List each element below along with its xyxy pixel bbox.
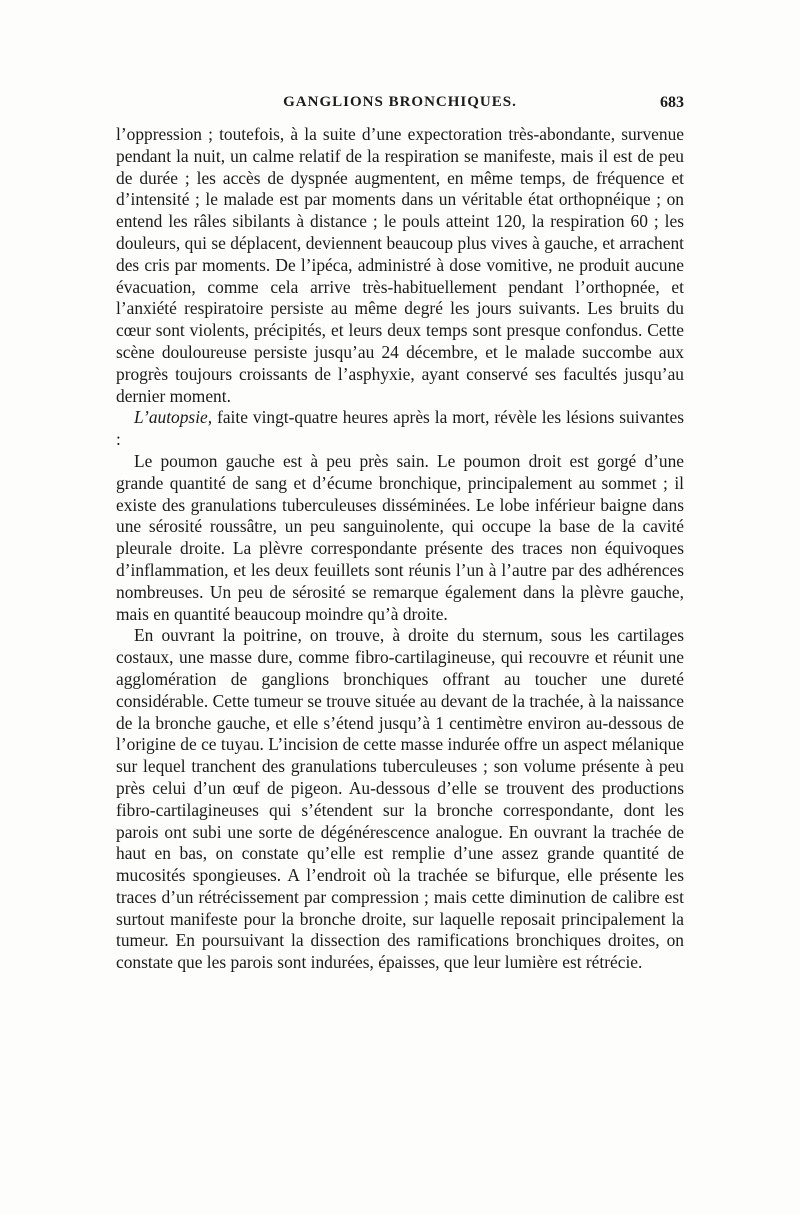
running-title: GANGLIONS BRONCHIQUES.	[283, 94, 517, 110]
running-header	[116, 94, 684, 118]
paragraph-clinical-course: l’oppression ; toutefois, à la suite d’une expectoration très-abondante, survenue pendant la nuit, un calme relatif de la respiration se manifeste, mais il est de peu de durée ; les accès de dyspnée augmentent, en même temps, de fréquence et d’intensité ; le malade est par moments dans un véritable état orthopnéique ; on entend les râles sibilants à distance ; le pouls atteint 120, la respiration 60 ; les douleurs, qui se déplacent, deviennent beaucoup plus vives à gauche, et arrachent des cris par moments. De l’ipéca, administré à dose vomitive, ne produit aucune évacuation, comme cela arrive très-habituellement pendant l’orthopnée, et l’anxiété respiratoire persiste au même degré les jours suivants. Les bruits du cœur sont violents, précipités, et leurs deux temps sont presque confondus. Cette scène douloureuse persiste jusqu’au 24 décembre, et le malade succombe aux progrès toujours croissants de l’asphyxie, ayant conservé ses facultés jusqu’au dernier moment.	[116, 124, 684, 406]
paragraph-bronchial-ganglions: En ouvrant la poitrine, on trouve, à droite du sternum, sous les cartilages costaux, une masse dure, comme fibro-cartilagineuse, qui recouvre et réunit une agglomération de ganglions bronchiques offrant au toucher une dureté considérable. Cette tumeur se trouve située au devant de la trachée, à la naissance de la bronche gauche, et elle s’étend jusqu’à 1 centimètre environ au-dessous de l’origine de ce tuyau. L’incision de cette masse indurée offre un aspect mélanique sur lequel tranchent des granulations tuberculeuses ; son volume présente à peu près celui d’un œuf de pigeon. Au-dessous d’elle se trouvent des productions fibro-cartilagineuses qui s’étendent sur la bronche correspondante, dont les parois ont subi une sorte de dégénérescence analogue. En ouvrant la trachée de haut en bas, on constate qu’elle est remplie d’une assez grande quantité de mucosités spongieuses. A l’endroit où la trachée se bifurque, elle présente les traces d’un rétrécissement par compression ; mais cette diminution de calibre est surtout manifeste pour la bronche droite, sur laquelle reposait principalement la tumeur. En poursuivant la dissection des ramifications bronchiques droites, on constate que les parois sont indurées, épaisses, que leur lumière est rétrécie.	[116, 625, 684, 973]
autopsy-intro-text: faite vingt-quatre heures après la mort, révèle les lésions suivantes :	[116, 407, 684, 450]
autopsy-italic-lead: L’autopsie,	[134, 407, 213, 428]
body-text	[116, 124, 684, 974]
page-number: 683	[660, 94, 684, 111]
paragraph-autopsy-intro	[116, 407, 684, 451]
paragraph-lungs: Le poumon gauche est à peu près sain. Le poumon droit est gorgé d’une grande quantité de sang et d’écume bronchique, principalement au sommet ; il existe des granulations tuberculeuses disséminées. Le lobe inférieur baigne dans une sérosité roussâtre, un peu sanguinolente, qui occupe la base de la cavité pleurale droite. La plèvre correspondante présente des traces non équivoques d’inflammation, et les deux feuillets sont réunis l’un à l’autre par des adhérences nombreuses. Un peu de sérosité se remarque également dans la plèvre gauche, mais en quantité beaucoup moindre qu’à droite.	[116, 450, 684, 624]
